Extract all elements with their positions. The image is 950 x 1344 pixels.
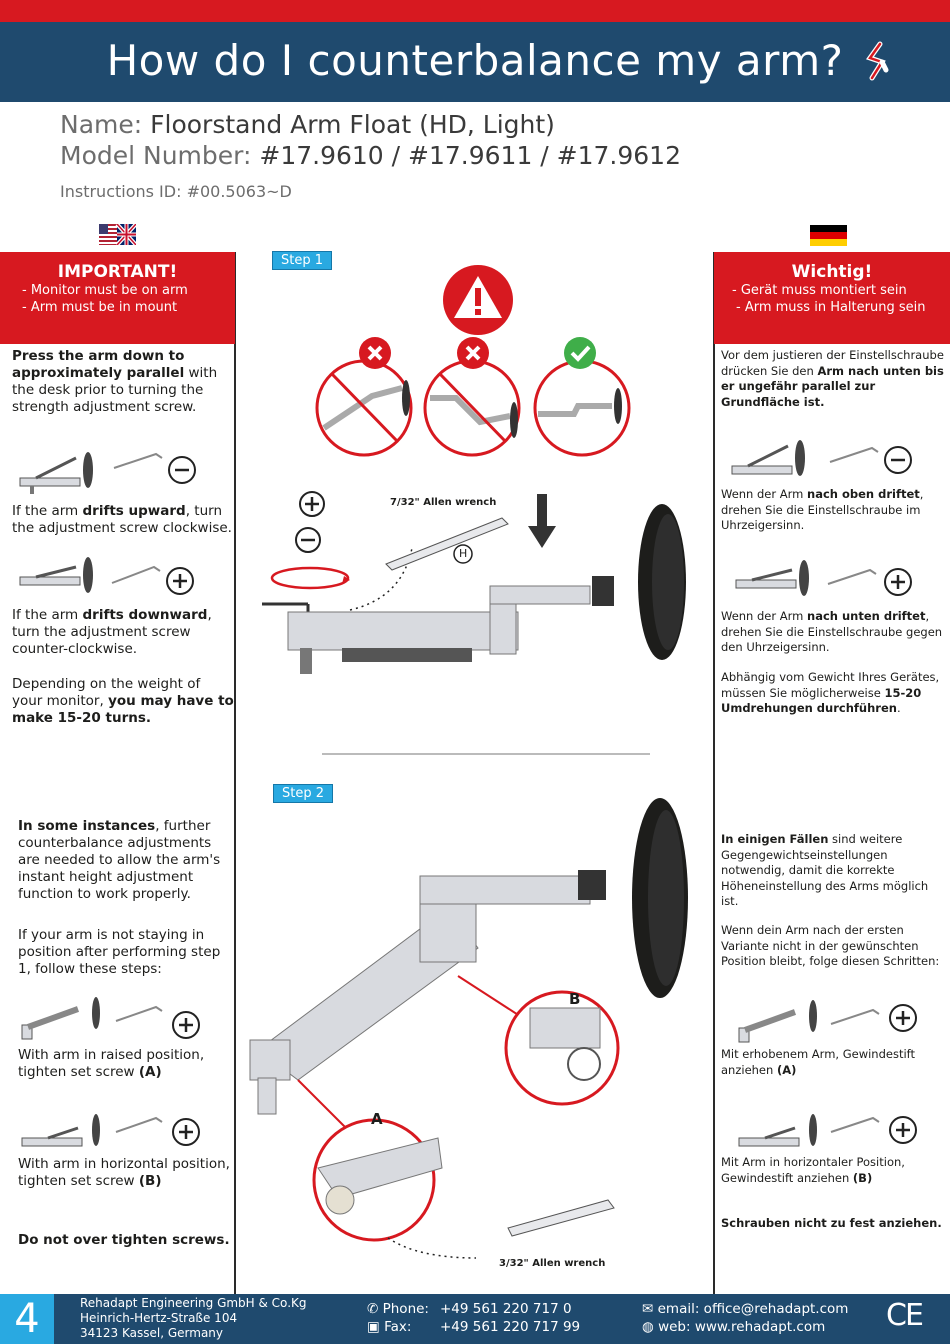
globe-icon: ◍	[642, 1319, 654, 1335]
important-line: - Monitor must be on arm	[22, 283, 188, 298]
email-row[interactable]: ✉ email: office@rehadapt.com	[642, 1301, 849, 1317]
step1-arm-illustration	[262, 488, 694, 688]
en-paragraph-parallel: Press the arm down to approximately parallel with the desk prior to turning the strength adjustment screw.	[12, 348, 218, 415]
important-line: - Arm must be in mount	[22, 300, 178, 315]
correct-position-illustration	[530, 336, 634, 460]
de-paragraph-parallel: Vor dem justieren der Einstellschraube drücken Sie den Arm nach unten bis er ungefähr parallel zur Grundfläche ist.	[721, 348, 944, 409]
model-number: Model Number: #17.9610 / #17.9611 / #17.9612	[60, 141, 681, 170]
arm-horizontal-illustration-de	[735, 1112, 935, 1158]
arm-raised-illustration-de	[735, 998, 935, 1044]
wrench-label-7-32: 7/32" Allen wrench	[390, 497, 497, 508]
page-number: 4	[0, 1294, 54, 1344]
en-paragraph-drift-up: If the arm drifts upward, turn the adjustment screw clockwise.	[12, 503, 232, 536]
fax-icon: ▣	[367, 1319, 380, 1335]
ce-mark: CE	[886, 1298, 922, 1333]
page-title: How do I counterbalance my arm?	[106, 36, 844, 85]
de-warning-overtighten: Schrauben nicht zu fest anziehen.	[721, 1216, 942, 1230]
wrong-position-up-illustration	[420, 336, 524, 460]
important-box-en	[0, 252, 235, 344]
de-paragraph-drift-down: Wenn der Arm nach unten driftet, drehen Sie die Einstellschraube gegen den Uhrzeigersinn.	[721, 609, 943, 654]
set-screw-label-a: A	[371, 1110, 383, 1128]
company-street: Heinrich-Hertz-Straße 104	[80, 1311, 238, 1325]
arm-drift-up-illustration-de	[728, 436, 928, 486]
arm-drift-down-illustration-de	[732, 556, 932, 606]
uk-us-flag-icon	[99, 224, 136, 245]
important-line: - Arm muss in Halterung sein	[736, 300, 926, 315]
arm-drift-up-illustration	[16, 448, 216, 498]
wrong-position-down-illustration	[312, 336, 416, 460]
en-step2-horizontal: With arm in horizontal position, tighten set screw (B)	[18, 1156, 230, 1189]
step2-arm-illustration	[248, 788, 694, 1288]
de-step2-instructions: Wenn dein Arm nach der ersten Variante nicht in der gewünschten Position bleibt, folge diesen Schritten:	[721, 923, 940, 968]
rehadapt-logo-icon	[860, 40, 896, 88]
important-box-de	[714, 252, 950, 344]
set-screw-label-b: B	[569, 990, 581, 1008]
important-title: IMPORTANT!	[57, 262, 178, 282]
phone-number[interactable]: +49 561 220 717 0	[440, 1301, 572, 1317]
warning-icon	[440, 262, 516, 338]
en-paragraph-turns: Depending on the weight of your monitor, you may have to make 15-20 turns.	[12, 676, 234, 726]
fax-number: +49 561 220 717 99	[440, 1319, 581, 1335]
instructions-id: Instructions ID: #00.5063~D	[60, 182, 292, 201]
hex-key-label: H	[459, 547, 468, 560]
top-red-bar	[0, 0, 950, 22]
german-flag-icon	[810, 225, 847, 246]
company-city: 34123 Kassel, Germany	[80, 1326, 224, 1340]
en-step2-raised: With arm in raised position, tighten set screw (A)	[18, 1047, 205, 1080]
de-paragraph-drift-up: Wenn der Arm nach oben driftet, drehen Sie die Einstellschraube im Uhrzeigersinn.	[721, 487, 924, 532]
step2-badge: Step 2	[273, 784, 333, 803]
en-paragraph-drift-down: If the arm drifts downward, turn the adjustment screw counter-clockwise.	[12, 607, 212, 657]
en-step2-instructions: If your arm is not staying in position after performing step 1, follow these steps:	[18, 927, 221, 977]
arm-drift-down-illustration	[16, 553, 216, 603]
arm-horizontal-illustration	[18, 1112, 218, 1158]
wichtig-title: Wichtig!	[791, 262, 873, 282]
fax-row: ▣ Fax:	[367, 1319, 412, 1335]
de-step2-horizontal: Mit Arm in horizontaler Position, Gewindestift anziehen (B)	[721, 1155, 905, 1185]
phone-row: ✆ Phone:	[367, 1301, 429, 1317]
en-step2-intro: In some instances, further counterbalance adjustments are needed to allow the arm's instant height adjustment function to work properly.	[18, 818, 221, 902]
company-name: Rehadapt Engineering GmbH & Co.Kg	[80, 1296, 307, 1310]
left-column-divider	[234, 252, 236, 1294]
arm-raised-illustration	[18, 995, 218, 1041]
important-line: - Gerät muss montiert sein	[732, 283, 907, 298]
wrench-label-3-32: 3/32" Allen wrench	[499, 1258, 606, 1269]
step-divider	[322, 753, 650, 755]
right-column-divider	[713, 252, 715, 1294]
step1-badge: Step 1	[272, 251, 332, 270]
de-step2-intro: In einigen Fällen sind weitere Gegengewichtseinstellungen notwendig, damit die korrekte Höheneinstellung des Arms möglich ist.	[721, 832, 929, 908]
en-warning-overtighten: Do not over tighten screws.	[18, 1232, 230, 1248]
phone-icon: ✆	[367, 1301, 379, 1317]
web-row[interactable]: ◍ web: www.rehadapt.com	[642, 1319, 826, 1335]
product-name: Name: Floorstand Arm Float (HD, Light)	[60, 110, 555, 139]
mail-icon: ✉	[642, 1301, 654, 1317]
de-step2-raised: Mit erhobenem Arm, Gewindestift anziehen (A)	[721, 1047, 916, 1077]
de-paragraph-turns: Abhängig vom Gewicht Ihres Gerätes, müssen Sie möglicherweise 15-20 Umdrehungen durchführen.	[721, 670, 940, 715]
